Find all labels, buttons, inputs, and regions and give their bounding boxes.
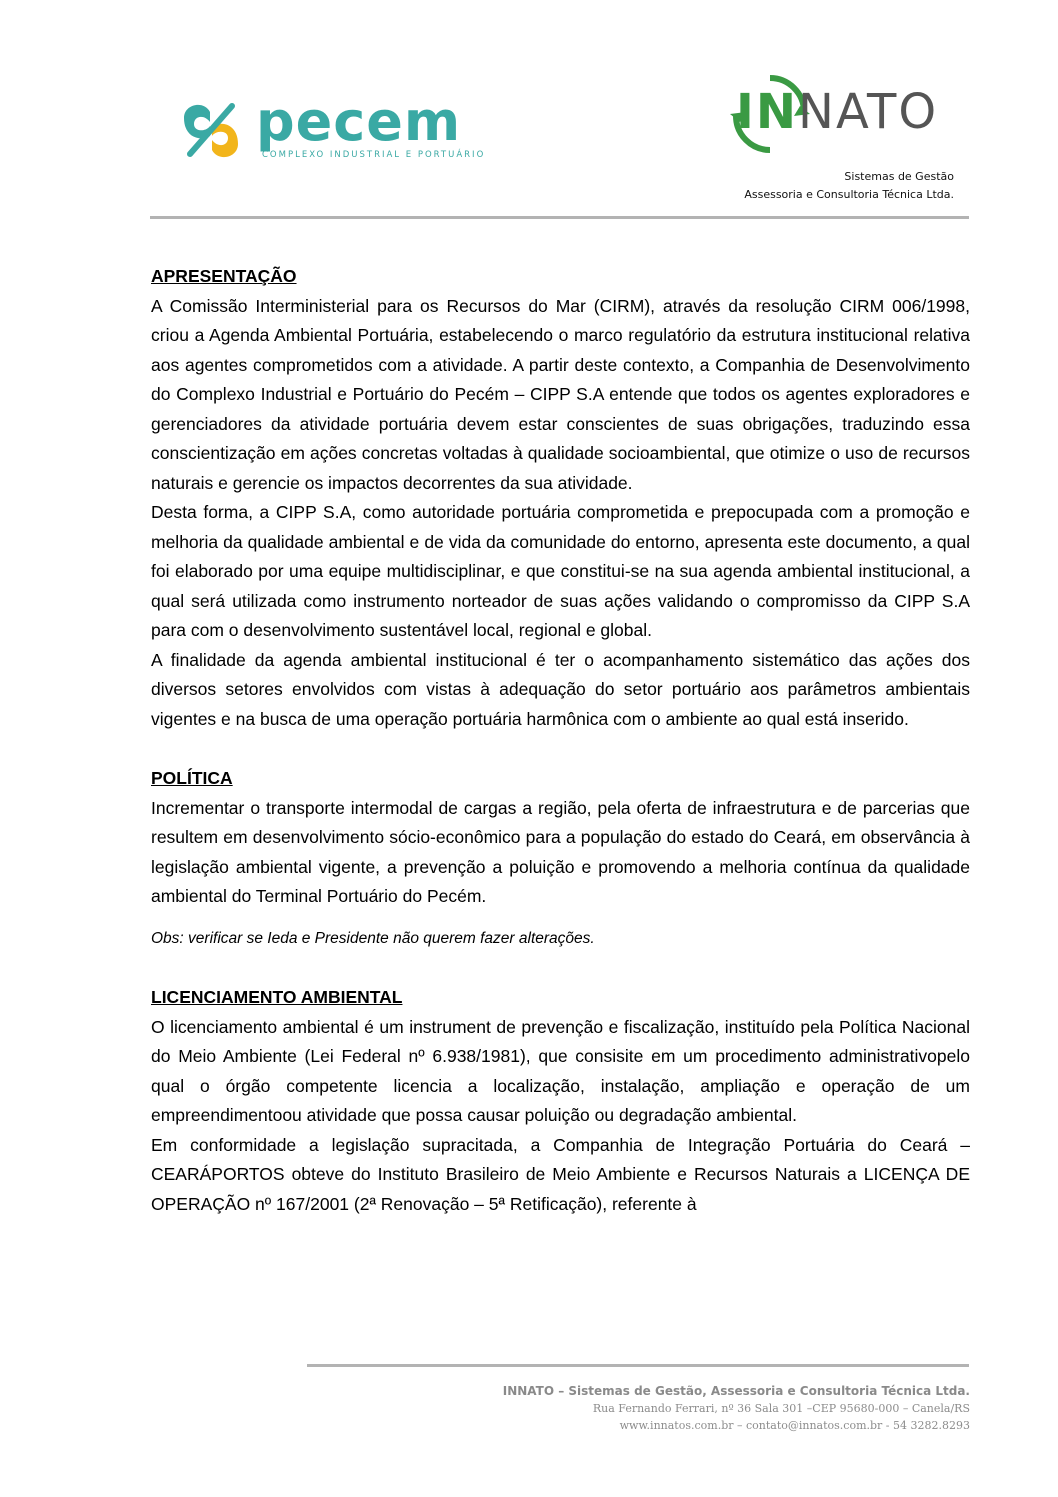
section-title-politica: POLÍTICA [151, 768, 233, 788]
pecem-logo [176, 90, 486, 166]
section-title-apresentacao: APRESENTAÇÃO [151, 266, 297, 286]
footer-divider [307, 1364, 969, 1367]
paragraph: A Comissão Interministerial para os Recursos do Mar (CIRM), através da resolução CIRM 006/1998, criou a Agenda Ambiental Portuária, estabelecendo o marco regulatório da estrutura institucional relativa aos agentes comprometidos com a atividade. A partir deste contexto, a Companhia de Desenvolvimento do Complexo Industrial e Portuário do Pecém – CIPP S.A entende que todos os agentes exploradores e gerenciadores da atividade portuária devem estar conscientes de suas obrigações, traduzindo essa conscientização em ações concretas voltadas à qualidade socioambiental, que otimize o uso de recursos naturais e gerencie os impactos decorrentes da sua atividade. [151, 295, 970, 493]
innato-logo [736, 72, 966, 158]
section-title-licenciamento: LICENCIAMENTO AMBIENTAL [151, 987, 403, 1007]
innato-logo-text [736, 84, 938, 140]
paragraph: Incrementar o transporte intermodal de cargas a região, pela oferta de infraestrutura e de parcerias que resultem em desenvolvimento sócio-econômico para a população do estado do Ceará, em observância à legislação ambiental vigente, a prevenção a poluição e promovendo a melhoria contínua da qualidade ambiental do Terminal Portuário do Pecém. [151, 797, 970, 906]
page-footer [503, 1382, 970, 1434]
footer-contact: www.innatos.com.br – contato@innatos.com.br - 54 3282.8293 [619, 1419, 970, 1432]
innato-tagline-line2: Assessoria e Consultoria Técnica Ltda. [744, 188, 954, 201]
section-spacer [151, 734, 970, 764]
pecem-logo-text: pecem [256, 90, 462, 153]
paragraph: Em conformidade a legislação supracitada, a Companhia de Integração Portuária do Ceará – CEARÁPORTOS obteve do Instituto Brasileiro de Meio Ambiente e Recursos Naturais a LICENÇA DE OPERAÇÃO nº 167/2001 (2ª Renovação – 5ª Retificação), referente à [151, 1134, 970, 1214]
pecem-emblem-icon [176, 96, 246, 166]
document-body [151, 262, 970, 1219]
paragraph: Desta forma, a CIPP S.A, como autoridade portuária comprometida e prepocupada com a promoção e melhoria da qualidade ambiental e de vida da comunidade do entorno, apresenta este documento, a qual foi elaborado por uma equipe multidisciplinar, e que constitui-se na sua agenda ambiental institucional, a qual será utilizada como instrumento norteador de suas ações validando o compromisso da CIPP S.A para com o desenvolvimento sustentável local, regional e global. [151, 502, 970, 640]
section-spacer [151, 953, 970, 983]
header-divider [150, 216, 969, 219]
review-note: Obs: verificar se Ieda e Presidente não querem fazer alterações. [151, 929, 595, 947]
innato-logo-rest: NATO [798, 84, 939, 140]
paragraph: A finalidade da agenda ambiental institucional é ter o acompanhamento sistemático das ações dos diversos setores envolvidos com vistas à adequação do setor portuário aos parâmetros ambientais vigentes e na busca de uma operação portuária harmônica com o ambiente ao qual está inserido. [151, 649, 970, 729]
footer-address: Rua Fernando Ferrari, nº 36 Sala 301 –CEP 95680-000 – Canela/RS [592, 1402, 970, 1415]
innato-tagline [744, 168, 954, 204]
innato-tagline-line1: Sistemas de Gestão [844, 170, 954, 183]
footer-company: INNATO – Sistemas de Gestão, Assessoria e Consultoria Técnica Ltda. [502, 1384, 970, 1398]
paragraph: O licenciamento ambiental é um instrument de prevenção e fiscalização, instituído pela Política Nacional do Meio Ambiente (Lei Federal nº 6.938/1981), que consisite em um procedimento administrativopelo qual o órgão competente licencia a localização, instalação, ampliação e operação de um empreendimentoou atividade que possa causar poluição ou degradação ambiental. [151, 1016, 970, 1125]
pecem-logo-subtitle: COMPLEXO INDUSTRIAL E PORTUÁRIO [262, 150, 486, 160]
innato-logo-in: IN [736, 84, 799, 140]
